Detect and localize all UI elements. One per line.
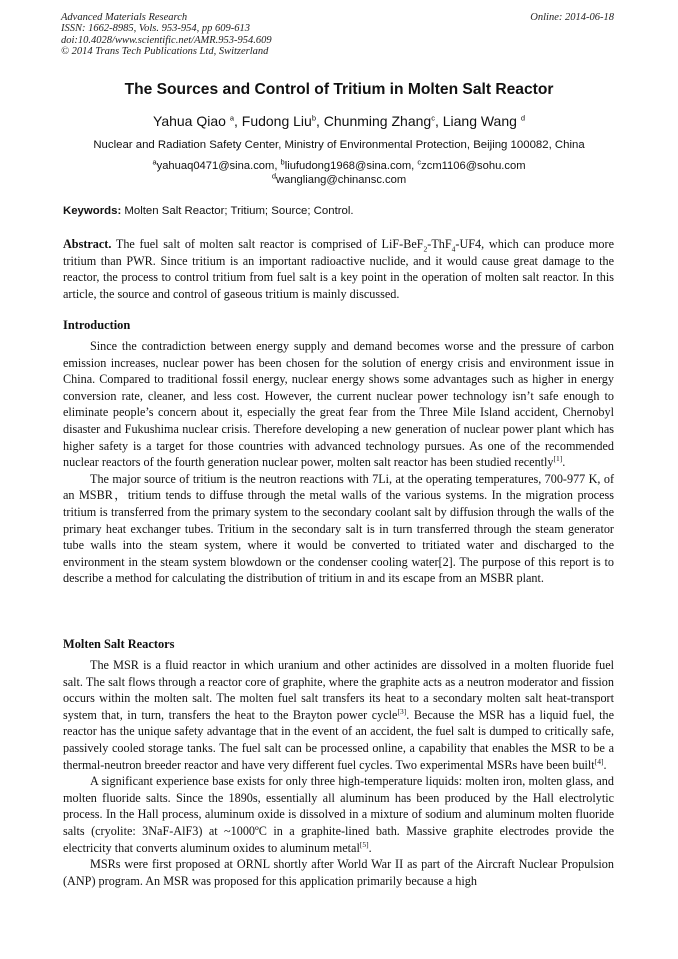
section-heading-msr: Molten Salt Reactors	[63, 637, 175, 651]
paragraph-text: Since the contradiction between energy supply and demand becomes worse and the pressure of carbon emission increases, nuclear power has been chosen for the solution of energy crisis and environment issue in China. Compared to traditional fossil energy, nuclear energy shows some advantages such as higher in energy conversion rate, cleaner, and less cost. However, the current nuclear power technology isn’t safe enough to eliminate people’s concern about it, especially the great fear from the Three Mile Island accident, Chernobyl disaster and Fukushima nuclear crisis. Therefore developing a new generation of nuclear power plant which has higher safety is a target for those countries with advanced technology pursues. As one of the recommended nuclear reactors of the fourth generation nuclear power, molten salt reactor has been studied recently	[63, 339, 614, 470]
author-name: Yahua Qiao	[153, 113, 226, 129]
journal-header	[61, 12, 272, 57]
citation: [4]	[594, 756, 604, 766]
citation: [3]	[397, 706, 407, 716]
paragraph-text: A significant experience base exists for only three high-temperature liquids: molten iron, molten glass, and molten fluoride salts. Since the 1890s, essentially all aluminum has been produced by the Hall electrolytic process. In the Hall process, aluminum oxide is dissolved in a mixture of sodium and aluminum molten fluoride salts (cryolite: 3NaF-AlF3) at ~1000ºC in a graphite-lined bath. Massive graphite electrodes provide the electricity that converts aluminum oxides to aluminum metal	[63, 774, 614, 855]
introduction-body	[63, 338, 614, 587]
section-heading-introduction: Introduction	[63, 318, 131, 332]
citation: [1]	[553, 454, 563, 464]
email-mark: c	[417, 157, 422, 167]
author-mark: c	[431, 113, 435, 123]
author-mark: d	[520, 113, 525, 123]
abstract	[63, 236, 614, 302]
author-name: Liang Wang	[442, 113, 517, 129]
author-name: Chunming Zhang	[323, 113, 432, 129]
paragraph-text: .	[368, 840, 372, 855]
paragraph-text: . Because the MSR has a liquid fuel, the reactor has the unique safety advantage that in the event of an accident, the fuel salt is dumped to critically safe, passively cooled storage tanks. The fuel salt can be processed online, a capability that enables the MSR to be a thermal-neutron breeder reactor and have very different fuel cycles. Two experimental MSRs have been built	[63, 707, 614, 772]
keywords-label: Keywords:	[63, 205, 122, 217]
email-mark: d	[271, 171, 277, 181]
abstract-text: -ThF	[427, 237, 452, 251]
paragraph	[63, 338, 614, 471]
paragraph: MSRs were first proposed at ORNL shortly after World War II as part of the Aircraft Nuclear Propulsion (ANP) program. An MSR was proposed for this application primarily because a high	[63, 857, 614, 888]
author-mark: a	[229, 113, 234, 123]
author-list: Yahua Qiao $^a$, Fudong Liu$^b$, Chunming Zhang$^c$, Liang Wang $^d$	[153, 113, 525, 129]
msr-body	[63, 657, 614, 889]
email-mark: b	[280, 157, 285, 167]
author-name: Fudong Liu	[241, 113, 312, 129]
journal-name: Advanced Materials Research	[61, 12, 188, 23]
email-address[interactable]: liufudong1968@sina.com	[284, 160, 412, 172]
abstract-label: Abstract.	[63, 237, 112, 251]
online-date: Online: 2014-06-18	[530, 12, 614, 23]
paragraph	[63, 657, 614, 773]
author-mark: b	[311, 113, 316, 123]
paper-title: The Sources and Control of Tritium in Molten Salt Reactor	[124, 81, 554, 98]
affiliation: Nuclear and Radiation Safety Center, Ministry of Environmental Protection, Beijing 100082, China	[93, 139, 585, 151]
email-list: $^a$yahuaq0471@sina.com, $^b$liufudong1968@sina.com, $^c$zcm1106@sohu.com $^d$wangliang@chinansc.com	[152, 157, 526, 186]
paragraph-text: .	[603, 757, 607, 772]
abstract-subscript: 4	[451, 244, 456, 254]
paragraph: The major source of tritium is the neutron reactions with 7Li, at the operating temperatures, 700-977 K, of an MSBR，tritium tends to diffuse through the metal walls of the various systems. In the migration process tritium is transferred from the primary system to the secondary coolant salt by diffusion through the walls of the primary heat exchanger tubes. Tritium in the secondary salt is in turn transferred through the steam generator tube walls into the steam system, where it would be converted to tritiated water and discharged to the environment in the steam system blowdown or the condenser cooling water[2]. The purpose of this report is to describe a method for calculating the distribution of tritium in and its escape from an MSBR plant.	[63, 471, 614, 586]
paragraph	[63, 773, 614, 856]
paragraph-text: .	[562, 455, 566, 470]
issn-line: ISSN: 1662-8985, Vols. 953-954, pp 609-613	[61, 23, 250, 35]
citation: [5]	[359, 839, 369, 849]
email-address[interactable]: yahuaq0471@sina.com	[156, 160, 275, 172]
keywords-text: Molten Salt Reactor; Tritium; Source; Control.	[124, 205, 354, 217]
keywords	[63, 205, 623, 217]
email-address[interactable]: zcm1106@sohu.com	[421, 160, 526, 172]
email-mark: a	[152, 157, 157, 167]
email-address[interactable]: wangliang@chinansc.com	[276, 174, 407, 186]
doi-line[interactable]: doi:10.4028/www.scientific.net/AMR.953-954.609	[61, 34, 272, 46]
abstract-text: -UF4, which can produce more tritium than PWR. Since tritium is an important radioactive nuclide, and it would cause great damage to the reactor, the process to control tritium from fuel salt is a key point in the operation of molten salt reactor. In this article, the source and control of gaseous tritium is mainly discussed.	[63, 237, 614, 301]
paragraph-text: The MSR is a fluid reactor in which uranium and other actinides are dissolved in a molten fluoride fuel salt. The salt flows through a reactor core of graphite, where the graphite acts as a neutron moderator and fission occurs within the molten salt. The molten fuel salt transfers its heat to a secondary molten salt heat-transport system that, in turn, transfers the heat to the Brayton power cycle	[63, 658, 614, 722]
abstract-text: The fuel salt of molten salt reactor is comprised of LiF-BeF	[115, 237, 424, 251]
abstract-subscript: 2	[423, 244, 428, 254]
copyright-line: © 2014 Trans Tech Publications Ltd, Switzerland	[61, 45, 269, 57]
